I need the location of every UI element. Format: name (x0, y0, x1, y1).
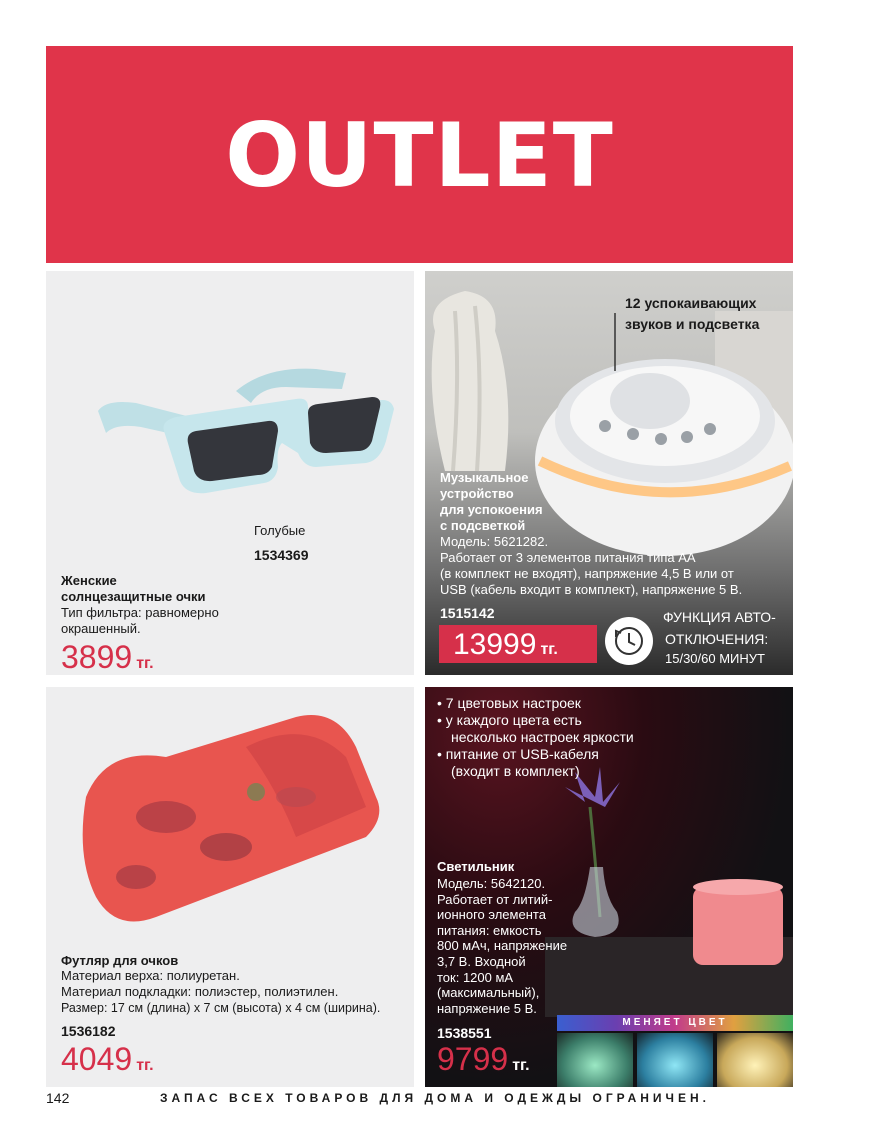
product-title-line3: для успокоения (440, 502, 543, 517)
glasses-case-panel[interactable] (46, 687, 414, 1087)
product-title-line1: Музыкальное (440, 470, 529, 485)
desc-line: 800 мАч, напряжение (437, 938, 568, 954)
currency: тг. (512, 1057, 530, 1074)
desc-line: ионного элемента (437, 907, 546, 923)
product-desc-line1: Материал верха: полиуретан. (61, 968, 240, 983)
price-value: 3899 (61, 639, 133, 675)
timer-icon (605, 617, 653, 665)
product-desc-line3: Размер: 17 см (длина) х 7 см (высота) х 4 см (ширина). (61, 1001, 381, 1015)
price-sunglasses (61, 641, 154, 673)
product-title-line2: солнцезащитные очки (61, 589, 206, 604)
outlet-banner (46, 46, 793, 263)
callout-line1: 12 успокаивающих (625, 295, 757, 311)
product-desc-line2: Материал подкладки: полиэстер, полиэтилен. (61, 984, 339, 999)
product-desc-line4: USB (кабель входит в комплект), напряжение 5 В. (440, 582, 743, 597)
desc-line: Работает от литий- (437, 891, 553, 907)
auto-off-line3: 15/30/60 МИНУТ (665, 651, 765, 666)
sound-device-panel[interactable] (425, 271, 793, 675)
product-title-line2: устройство (440, 486, 514, 501)
product-desc-line2: Работает от 3 элементов питания типа АА (440, 550, 696, 565)
price-value: 9799 (437, 1041, 509, 1077)
product-desc (437, 876, 567, 1016)
price-value: 4049 (61, 1041, 133, 1077)
sku-sunglasses: 1534369 (254, 547, 309, 563)
desc-line: (максимальный), (437, 985, 540, 1001)
color-change-label: МЕНЯЕТ ЦВЕТ (622, 1017, 728, 1028)
desc-line: ток: 1200 мА (437, 969, 514, 985)
currency: тг. (540, 641, 558, 658)
color-label: Голубые (254, 523, 306, 538)
banner-title: OUTLET (225, 104, 614, 207)
page-number: 142 (46, 1090, 70, 1106)
desc-line: напряжение 5 В. (437, 1000, 537, 1016)
color-variant-blue (637, 1033, 713, 1087)
product-title: Футляр для очков (61, 953, 179, 968)
sunglasses-panel[interactable] (46, 271, 414, 675)
footer-note: ЗАПАС ВСЕХ ТОВАРОВ ДЛЯ ДОМА И ОДЕЖДЫ ОГРАНИЧЕН. (160, 1091, 710, 1105)
color-variant-green (557, 1033, 633, 1087)
lamp-panel[interactable] (425, 687, 793, 1087)
price-value: 13999 (453, 628, 537, 661)
color-variant-warm (717, 1033, 793, 1087)
product-title: Светильник (437, 859, 515, 874)
sku-sound-device: 1515142 (440, 605, 495, 621)
product-desc-line1: Модель: 5621282. (440, 534, 549, 549)
product-desc-line3: (в комплект не входят), напряжение 4,5 В или от (440, 566, 734, 581)
product-desc-line2: окрашенный. (61, 621, 141, 636)
bullet-item: несколько настроек яркости (451, 729, 634, 746)
product-title-line1: Женские (61, 573, 117, 588)
bullet-item: • питание от USB-кабеля (437, 746, 599, 763)
bullet-item: • 7 цветовых настроек (437, 695, 581, 711)
auto-off-line1: ФУНКЦИЯ АВТО- (663, 609, 776, 625)
desc-line: питания: емкость (437, 922, 542, 938)
currency: тг. (136, 655, 154, 672)
desc-line: Модель: 5642120. (437, 876, 546, 891)
desc-line: 3,7 В. Входной (437, 953, 526, 969)
product-title-line4: с подсветкой (440, 518, 526, 533)
sku-glasses-case: 1536182 (61, 1023, 116, 1039)
currency: тг. (136, 1057, 154, 1074)
price-lamp (437, 1043, 530, 1075)
bullet-item: (входит в комплект) (451, 763, 580, 780)
auto-off-line2: ОТКЛЮЧЕНИЯ: (665, 631, 769, 647)
callout-line2: звуков и подсветка (625, 316, 760, 332)
feature-bullets (437, 695, 634, 780)
price-glasses-case (61, 1043, 154, 1075)
sku-lamp: 1538551 (437, 1025, 492, 1041)
product-desc-line1: Тип фильтра: равномерно (61, 605, 219, 620)
price-sound-device (453, 630, 558, 660)
bullet-item: • у каждого цвета есть (437, 712, 582, 729)
